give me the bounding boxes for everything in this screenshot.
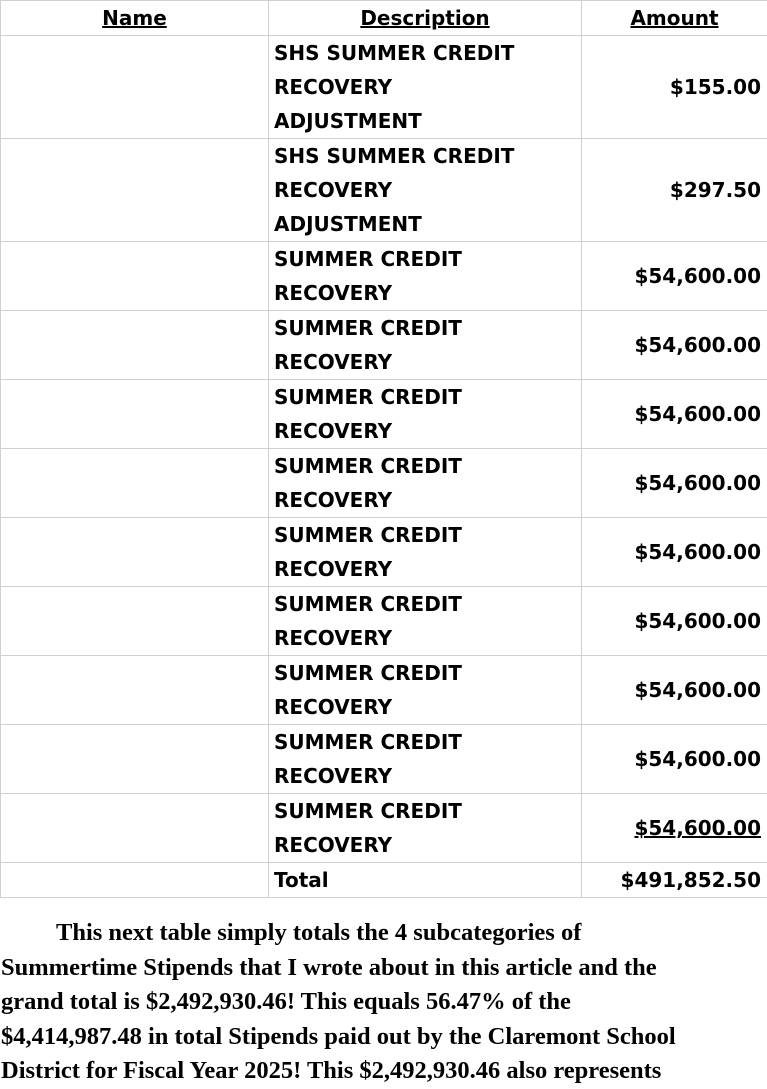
table-row <box>1 794 767 863</box>
amount-cell <box>582 380 767 449</box>
description-line: SUMMER CREDIT <box>274 449 581 483</box>
table-row <box>1 380 767 449</box>
table-row <box>1 139 767 242</box>
amount-value: $297.50 <box>670 178 761 202</box>
description-line: RECOVERY <box>274 276 581 310</box>
description-line: SHS SUMMER CREDIT <box>274 36 581 70</box>
description-line: RECOVERY <box>274 552 581 586</box>
name-cell <box>1 449 269 518</box>
total-row <box>1 863 767 898</box>
table-body <box>1 36 767 898</box>
description-cell <box>269 139 582 242</box>
description-cell <box>269 36 582 139</box>
table-row <box>1 587 767 656</box>
description-line: SUMMER CREDIT <box>274 380 581 414</box>
description-line: SUMMER CREDIT <box>274 587 581 621</box>
amount-value: $54,600.00 <box>634 264 761 288</box>
amount-value: $54,600.00 <box>634 747 761 771</box>
amount-cell <box>582 449 767 518</box>
description-line: SUMMER CREDIT <box>274 311 581 345</box>
description-line: SUMMER CREDIT <box>274 518 581 552</box>
table-row <box>1 36 767 139</box>
description-cell <box>269 794 582 863</box>
amount-cell <box>582 311 767 380</box>
amount-value: $54,600.00 <box>634 402 761 426</box>
article-line-text: $4,414,987.48 in total Stipends paid out by the Claremont School <box>1 1023 676 1050</box>
description-line: RECOVERY <box>274 828 581 862</box>
description-line: RECOVERY <box>274 690 581 724</box>
article-paragraph <box>0 916 767 1089</box>
amount-value: $54,600.00 <box>634 816 761 840</box>
description-cell <box>269 380 582 449</box>
table-row <box>1 311 767 380</box>
amount-cell <box>582 587 767 656</box>
table-row <box>1 725 767 794</box>
article-line <box>1 916 767 951</box>
name-cell <box>1 311 269 380</box>
description-line: ADJUSTMENT <box>274 104 581 138</box>
article-line <box>1 985 767 1020</box>
description-line: SUMMER CREDIT <box>274 725 581 759</box>
article-line <box>1 951 767 986</box>
total-label: Total <box>269 863 582 898</box>
table-row <box>1 656 767 725</box>
description-cell <box>269 587 582 656</box>
description-line: RECOVERY <box>274 173 581 207</box>
name-cell <box>1 36 269 139</box>
amount-value: $54,600.00 <box>634 333 761 357</box>
amount-cell <box>582 725 767 794</box>
name-cell <box>1 587 269 656</box>
total-amount: $491,852.50 <box>582 863 767 898</box>
table-row <box>1 449 767 518</box>
description-cell <box>269 518 582 587</box>
table-header-row <box>1 1 767 36</box>
description-line: ADJUSTMENT <box>274 207 581 241</box>
description-cell <box>269 311 582 380</box>
description-line: RECOVERY <box>274 483 581 517</box>
description-line: RECOVERY <box>274 759 581 793</box>
description-line: SHS SUMMER CREDIT <box>274 139 581 173</box>
header-name: Name <box>1 1 269 36</box>
description-line: RECOVERY <box>274 621 581 655</box>
name-cell <box>1 794 269 863</box>
description-line: SUMMER CREDIT <box>274 656 581 690</box>
amount-value: $155.00 <box>670 75 761 99</box>
description-line: RECOVERY <box>274 70 581 104</box>
article-line <box>1 1020 767 1055</box>
name-cell <box>1 518 269 587</box>
name-cell <box>1 725 269 794</box>
name-cell <box>1 139 269 242</box>
table-row <box>1 242 767 311</box>
description-cell <box>269 242 582 311</box>
description-cell <box>269 725 582 794</box>
description-line: RECOVERY <box>274 414 581 448</box>
name-cell <box>1 380 269 449</box>
description-cell <box>269 449 582 518</box>
article-line-text: District for Fiscal Year 2025! This $2,492,930.46 also represents <box>1 1057 661 1084</box>
amount-value: $54,600.00 <box>634 609 761 633</box>
header-amount: Amount <box>582 1 767 36</box>
amount-value: $54,600.00 <box>634 540 761 564</box>
description-line: SUMMER CREDIT <box>274 242 581 276</box>
description-cell <box>269 656 582 725</box>
article-line <box>1 1054 767 1089</box>
amount-cell <box>582 656 767 725</box>
article-line-text: This next table simply totals the 4 subcategories of <box>56 919 581 946</box>
name-cell <box>1 242 269 311</box>
article-line-text: Summertime Stipends that I wrote about in this article and the <box>1 954 657 981</box>
amount-value: $54,600.00 <box>634 471 761 495</box>
table-row <box>1 518 767 587</box>
total-name-cell <box>1 863 269 898</box>
amount-cell <box>582 794 767 863</box>
header-description: Description <box>269 1 582 36</box>
amount-value: $54,600.00 <box>634 678 761 702</box>
amount-cell <box>582 139 767 242</box>
amount-cell <box>582 36 767 139</box>
amount-cell <box>582 518 767 587</box>
description-line: RECOVERY <box>274 345 581 379</box>
description-line: SUMMER CREDIT <box>274 794 581 828</box>
amount-cell <box>582 242 767 311</box>
article-line-text: grand total is $2,492,930.46! This equals 56.47% of the <box>1 988 571 1015</box>
name-cell <box>1 656 269 725</box>
